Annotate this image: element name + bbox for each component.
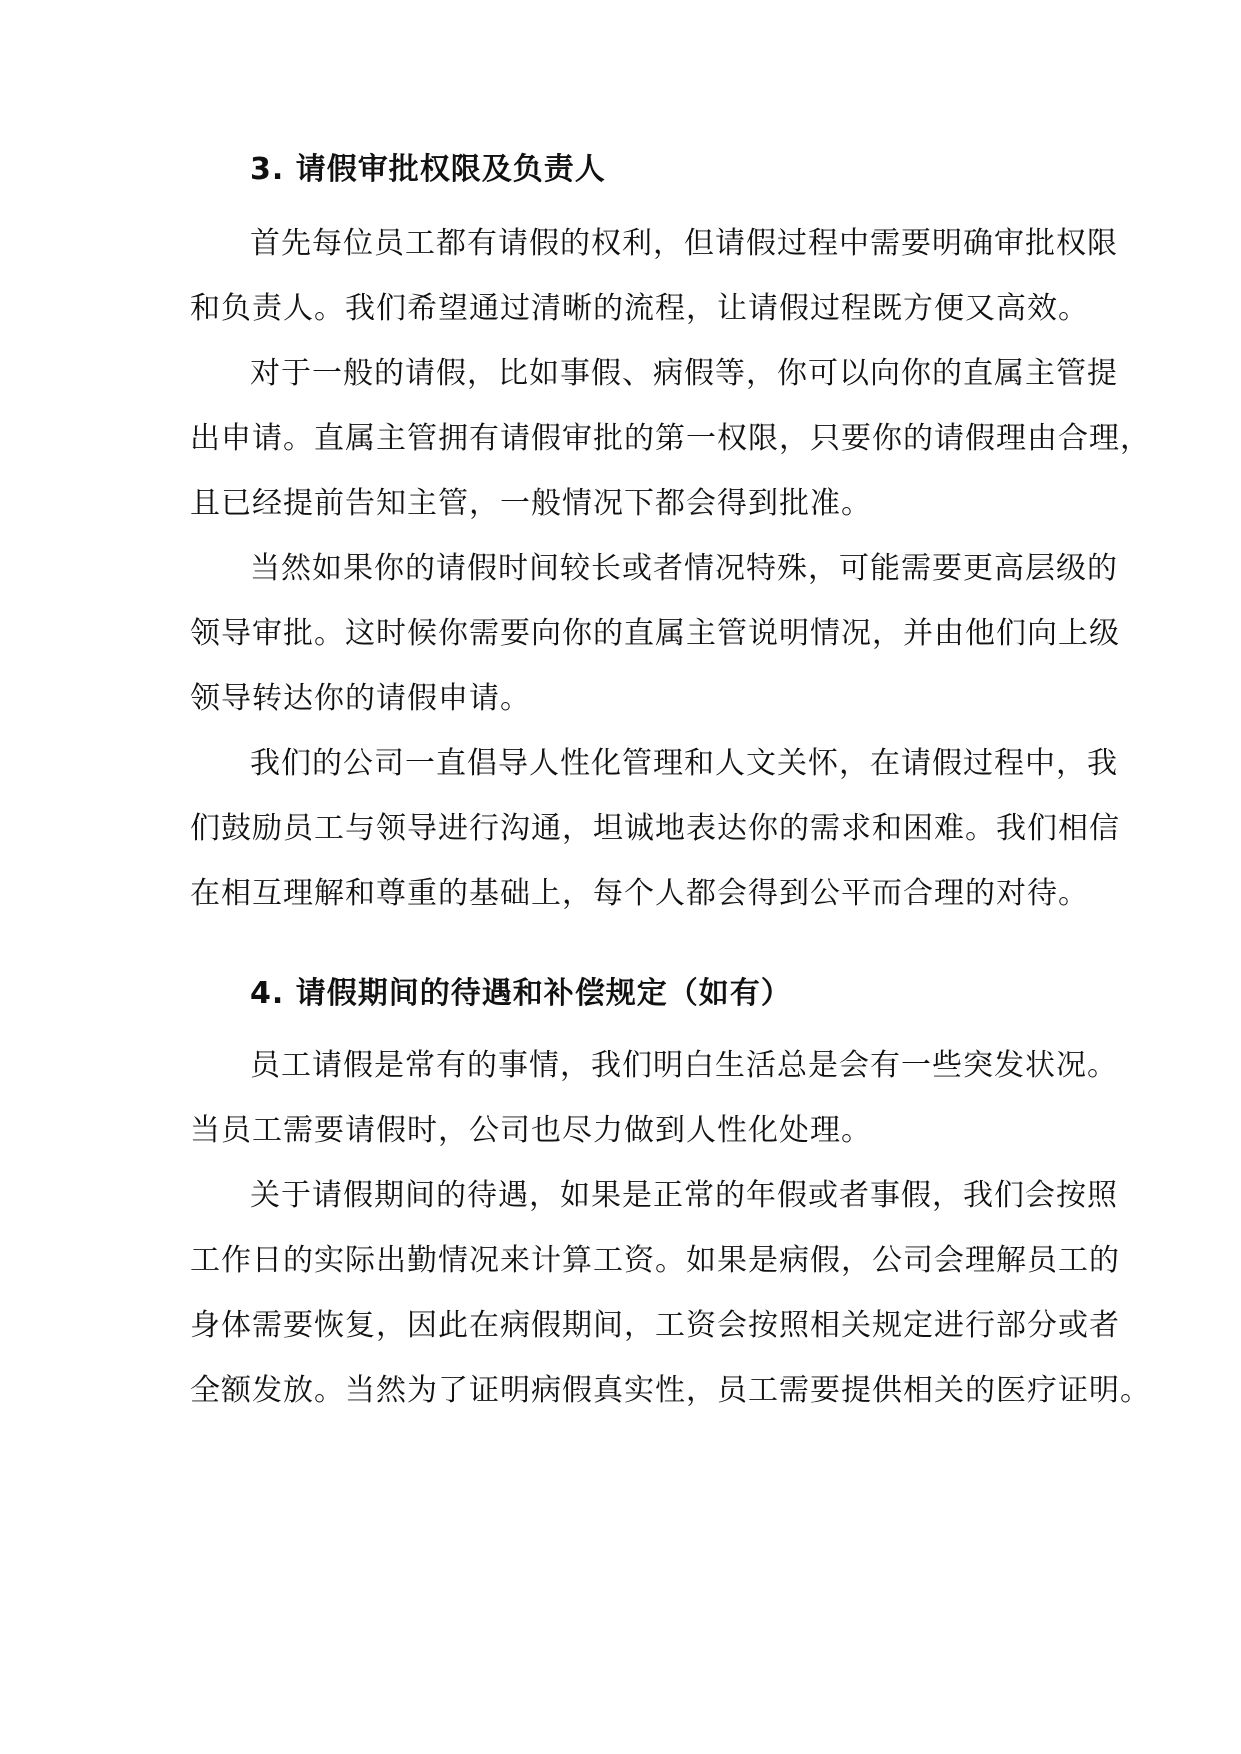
paragraph-line: 出申请。直属主管拥有请假审批的第一权限，只要你的请假理由合理，	[190, 421, 1151, 456]
section-4-heading: 4. 请假期间的待遇和补偿规定（如有）	[250, 976, 792, 1011]
paragraph-line: 关于请假期间的待遇，如果是正常的年假或者事假，我们会按照	[250, 1178, 1118, 1213]
paragraph-line: 领导转达你的请假申请。	[190, 681, 531, 716]
paragraph-line: 员工请假是常有的事情，我们明白生活总是会有一些突发状况。	[250, 1048, 1118, 1083]
paragraph-line: 且已经提前告知主管，一般情况下都会得到批准。	[190, 486, 872, 521]
paragraph-line: 身体需要恢复，因此在病假期间，工资会按照相关规定进行部分或者	[190, 1308, 1120, 1343]
section-3-heading: 3. 请假审批权限及负责人	[250, 152, 606, 187]
paragraph-line: 们鼓励员工与领导进行沟通，坦诚地表达你的需求和困难。我们相信	[190, 811, 1120, 846]
paragraph-line: 对于一般的请假，比如事假、病假等，你可以向你的直属主管提	[250, 356, 1118, 391]
paragraph-line: 当然如果你的请假时间较长或者情况特殊，可能需要更高层级的	[250, 551, 1118, 586]
paragraph-line: 领导审批。这时候你需要向你的直属主管说明情况，并由他们向上级	[190, 616, 1120, 651]
paragraph-line: 首先每位员工都有请假的权利，但请假过程中需要明确审批权限	[250, 226, 1118, 261]
paragraph-line: 全额发放。当然为了证明病假真实性，员工需要提供相关的医疗证明。	[190, 1373, 1151, 1408]
paragraph-line: 和负责人。我们希望通过清晰的流程，让请假过程既方便又高效。	[190, 291, 1089, 326]
paragraph-line: 工作日的实际出勤情况来计算工资。如果是病假，公司会理解员工的	[190, 1243, 1120, 1278]
paragraph-line: 当员工需要请假时，公司也尽力做到人性化处理。	[190, 1113, 872, 1148]
paragraph-line: 在相互理解和尊重的基础上，每个人都会得到公平而合理的对待。	[190, 876, 1089, 911]
paragraph-line: 我们的公司一直倡导人性化管理和人文关怀，在请假过程中，我	[250, 746, 1118, 781]
